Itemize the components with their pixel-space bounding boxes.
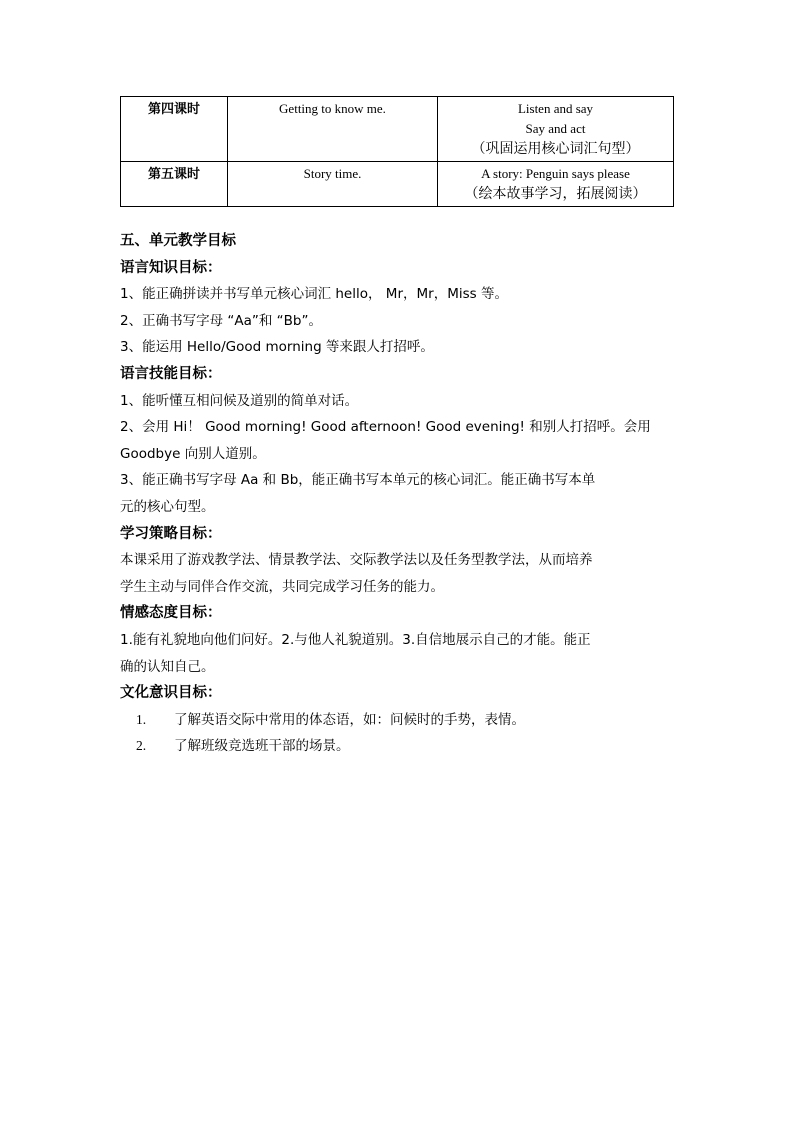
objectives-section — [120, 228, 680, 759]
table-row — [121, 97, 674, 162]
list-text: 了解班级竞选班干部的场景。 — [174, 737, 350, 754]
lesson-plan-table — [120, 96, 674, 207]
list-number: 1. — [136, 711, 147, 727]
skills-item: 1、能听懂互相问候及道别的简单对话。 — [120, 392, 359, 409]
knowledge-item: 2、正确书写字母 “Aa”和 “Bb”。 — [120, 312, 322, 329]
content-note: （绘本故事学习，拓展阅读） — [464, 186, 647, 202]
culture-item — [120, 707, 680, 733]
emotion-heading: 情感态度目标： — [120, 605, 222, 622]
title-cell: Story time. — [228, 162, 438, 207]
culture-heading: 文化意识目标： — [120, 685, 222, 702]
emotion-text: 1.能有礼貌地向他们问好。2.与他人礼貌道别。3.自信地展示自己的才能。能正 — [120, 631, 591, 648]
emotion-text: 确的认知自己。 — [120, 658, 215, 675]
content-note: （巩固运用核心词汇句型） — [471, 141, 640, 157]
strategy-text: 本课采用了游戏教学法、情景教学法、交际教学法以及任务型教学法，从而培养 — [120, 552, 593, 569]
skills-heading: 语言技能目标： — [120, 365, 222, 382]
lesson-cell: 第五课时 — [121, 162, 228, 207]
skills-item-continued: Goodbye 向别人道别。 — [120, 445, 266, 462]
skills-item: 3、能正确书写字母 Aa 和 Bb，能正确书写本单元的核心词汇。能正确书写本单 — [120, 472, 596, 489]
section-title: 五、单元教学目标 — [120, 233, 236, 249]
content-cell — [438, 97, 674, 162]
content-line: Say and act — [525, 121, 586, 136]
skills-item: 2、会用 Hi！ Good morning! Good afternoon! Good evening! 和别人打招呼。会用 — [120, 419, 651, 436]
knowledge-heading: 语言知识目标： — [120, 259, 222, 276]
lesson-cell: 第四课时 — [121, 97, 228, 162]
content-cell — [438, 162, 674, 207]
list-text: 了解英语交际中常用的体态语，如：问候时的手势，表情。 — [174, 711, 525, 728]
strategy-heading: 学习策略目标： — [120, 525, 222, 542]
knowledge-item: 3、能运用 Hello/Good morning 等来跟人打招呼。 — [120, 339, 434, 356]
table-row — [121, 162, 674, 207]
culture-item — [120, 733, 680, 759]
title-cell: Getting to know me. — [228, 97, 438, 162]
skills-item-continued: 元的核心句型。 — [120, 498, 215, 515]
content-line: A story: Penguin says please — [481, 166, 630, 181]
strategy-text: 学生主动与同伴合作交流，共同完成学习任务的能力。 — [120, 578, 444, 595]
content-line: Listen and say — [517, 101, 594, 116]
knowledge-item: 1、能正确拼读并书写单元核心词汇 hello， Mr，Mr，Miss 等。 — [120, 286, 508, 303]
list-number: 2. — [136, 737, 147, 753]
